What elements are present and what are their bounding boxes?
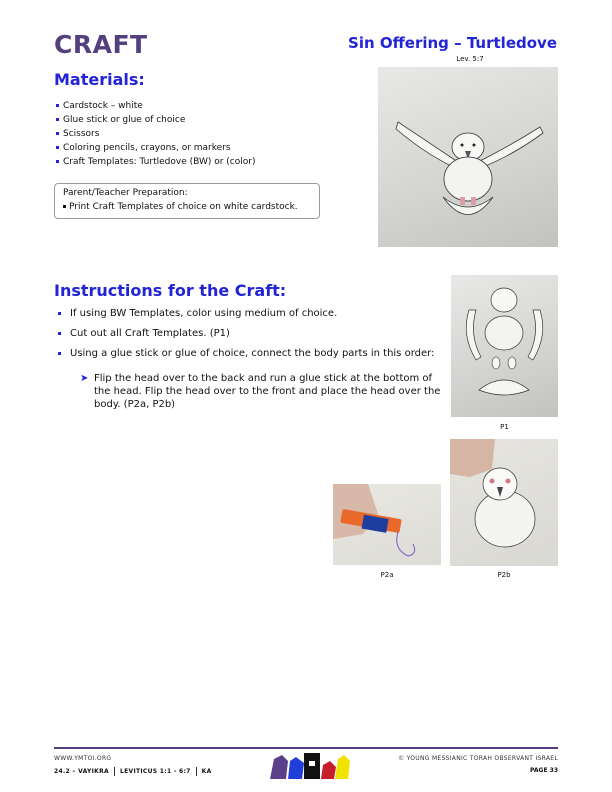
footer-website-link[interactable]: WWW.YMTOI.ORG	[54, 755, 112, 762]
preparation-box	[54, 183, 320, 219]
photo-p2a	[333, 484, 441, 565]
materials-item: Coloring pencils, crayons, or markers	[56, 141, 255, 155]
offering-title: Sin Offering – Turtledove	[348, 34, 557, 52]
photo-p1-caption: P1	[500, 423, 509, 431]
materials-list	[56, 99, 255, 169]
photo-p2a-caption: P2a	[380, 571, 394, 579]
instruction-item: Cut out all Craft Templates. (P1)	[56, 327, 446, 340]
materials-item: Cardstock – white	[56, 99, 255, 113]
photo-p2b	[450, 439, 558, 566]
instruction-item	[56, 347, 446, 411]
footer-passage: LEVITICUS 1:1 - 6:7	[119, 768, 191, 775]
photo-p2b-caption: P2b	[497, 571, 511, 579]
photo-p1	[451, 275, 558, 417]
instructions-heading: Instructions for the Craft:	[54, 281, 287, 300]
instruction-sub-item-text: Flip the head over to the back and run a glue stick at the bottom of the head. Flip the head over to the front and place the head over the body. (P2a, P2b)	[94, 373, 441, 410]
turtledove-illustration	[378, 67, 558, 247]
instruction-item-text: Using a glue stick or glue of choice, connect the body parts in this order:	[70, 348, 435, 359]
arrow-bullet-icon: ➤	[80, 373, 89, 384]
scripture-reference: Lev. 5:7	[456, 55, 484, 63]
page-title: CRAFT	[54, 30, 148, 59]
footer-copyright: © YOUNG MESSIANIC TORAH OBSERVANT ISRAEL	[398, 755, 558, 762]
finished-craft-photo	[378, 67, 558, 247]
instructions-list	[56, 307, 446, 418]
materials-item: Scissors	[56, 127, 255, 141]
preparation-label: Parent/Teacher Preparation:	[63, 188, 188, 198]
head-placement-illustration	[450, 439, 558, 566]
instruction-sub-item	[70, 372, 446, 411]
footer-meta	[54, 767, 212, 776]
glue-stick-illustration	[333, 484, 441, 565]
materials-heading: Materials:	[54, 70, 145, 89]
footer-separator	[196, 767, 197, 776]
footer-separator	[114, 767, 115, 776]
materials-item: Glue stick or glue of choice	[56, 113, 255, 127]
footer-divider	[54, 747, 558, 749]
ymtoi-logo-icon	[268, 751, 352, 781]
page-number: PAGE 33	[530, 767, 558, 774]
footer-series: 24.2 – VAYIKRA	[54, 768, 109, 775]
instruction-item: If using BW Templates, color using medium of choice.	[56, 307, 446, 320]
materials-item: Craft Templates: Turtledove (BW) or (color)	[56, 155, 255, 169]
preparation-item: Print Craft Templates of choice on white cardstock.	[63, 200, 311, 214]
template-pieces-illustration	[451, 275, 558, 417]
footer-level: KA	[201, 768, 212, 775]
